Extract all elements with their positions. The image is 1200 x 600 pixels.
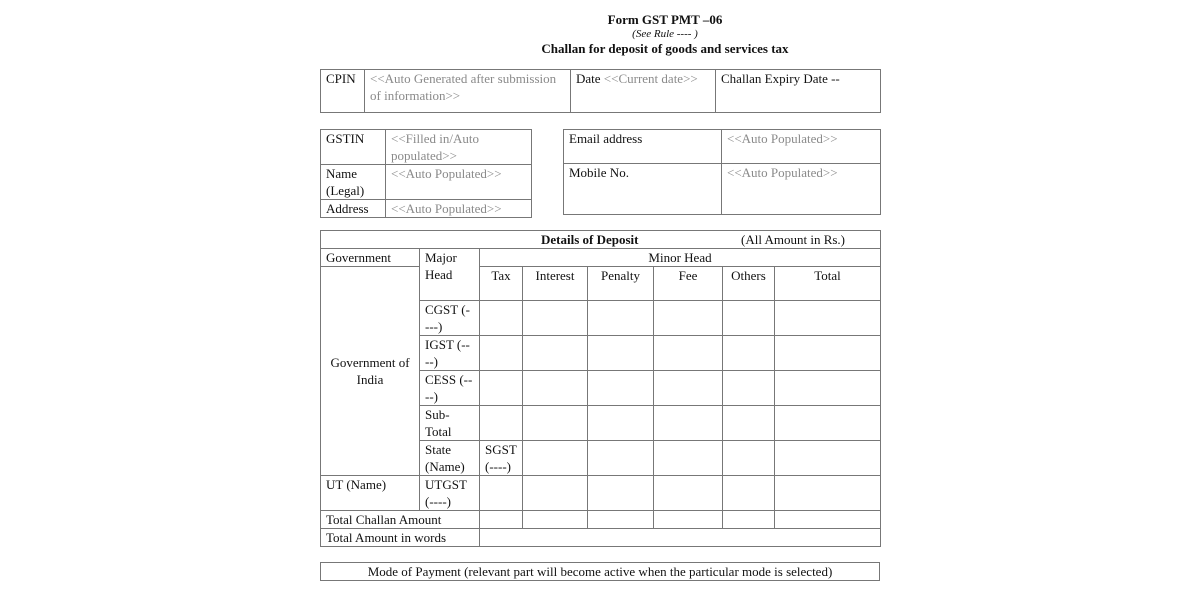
amount-cell[interactable] [723,406,775,441]
amount-cell[interactable] [775,441,881,476]
form-subtitle: Challan for deposit of goods and services tax [541,41,789,56]
amount-cell[interactable] [588,441,654,476]
col-major-head: Major Head [420,249,480,301]
amount-cell[interactable] [523,301,588,336]
amount-cell[interactable] [523,476,588,511]
row-utgst: UTGST (----) [420,476,480,511]
amount-cell[interactable] [588,336,654,371]
payment-mode-table [320,562,880,581]
amount-cell[interactable] [480,406,523,441]
amount-cell[interactable] [723,441,775,476]
email-field[interactable]: <<Auto Populated>> [722,130,881,164]
amount-cell[interactable] [588,406,654,441]
amount-cell[interactable] [775,406,881,441]
payment-mode-label: Mode of Payment (relevant part will become active when the particular mode is selected) [321,563,880,581]
address-label: Address [321,200,386,218]
goi-label: Government of India [321,267,420,476]
name-label: Name (Legal) [321,165,386,200]
contact-table [563,129,881,215]
minor-col-tax: Tax [480,267,523,301]
amount-cell[interactable] [523,336,588,371]
amount-cell[interactable] [523,371,588,406]
amount-cell[interactable] [523,406,588,441]
gstin-label: GSTIN [321,130,386,165]
amount-unit-note: (All Amount in Rs.) [741,232,846,247]
gstin-field[interactable]: <<Filled in/Auto populated>> [386,130,532,165]
amount-cell[interactable] [588,511,654,529]
minor-col-others: Others [723,267,775,301]
row-subtotal: Sub-Total [420,406,480,441]
amount-cell[interactable] [654,476,723,511]
amount-cell[interactable] [480,511,523,529]
mobile-field[interactable]: <<Auto Populated>> [722,164,881,215]
minor-col-fee: Fee [654,267,723,301]
total-words-field[interactable] [480,529,881,547]
row-cgst: CGST (----) [420,301,480,336]
total-words-label: Total Amount in words [321,529,480,547]
cpin-label: CPIN [321,70,365,113]
amount-cell[interactable] [588,371,654,406]
amount-cell[interactable] [775,511,881,529]
amount-cell[interactable] [480,336,523,371]
minor-col-total: Total [775,267,881,301]
deposit-table [320,230,881,547]
amount-cell[interactable] [654,371,723,406]
amount-cell[interactable] [775,336,881,371]
amount-cell[interactable] [775,371,881,406]
cpin-table [320,69,881,113]
amount-cell[interactable] [523,511,588,529]
row-cess: CESS (----) [420,371,480,406]
amount-cell[interactable] [480,371,523,406]
deposit-title-row [321,231,881,249]
state-label: State (Name) [420,441,480,476]
form-title: Form GST PMT –06 [607,12,723,27]
amount-cell[interactable] [480,476,523,511]
mobile-label: Mobile No. [564,164,722,215]
deposit-title: Details of Deposit [541,232,639,247]
row-igst: IGST (----) [420,336,480,371]
minor-col-penalty: Penalty [588,267,654,301]
amount-cell[interactable] [654,301,723,336]
col-government: Government [321,249,420,267]
expiry-label: Challan Expiry Date -- [716,70,881,113]
amount-cell[interactable] [654,511,723,529]
amount-cell[interactable] [723,476,775,511]
amount-cell[interactable] [654,406,723,441]
name-field[interactable]: <<Auto Populated>> [386,165,532,200]
taxpayer-table [320,129,532,218]
amount-cell[interactable] [775,476,881,511]
email-label: Email address [564,130,722,164]
date-cell [571,70,716,113]
amount-cell[interactable] [723,511,775,529]
amount-cell[interactable] [654,336,723,371]
rule-note: (See Rule ---- ) [632,28,698,40]
col-minor-head: Minor Head [480,249,881,267]
amount-cell[interactable] [480,301,523,336]
minor-col-interest: Interest [523,267,588,301]
cpin-value: <<Auto Generated after submission of information>> [365,70,571,113]
amount-cell[interactable] [523,441,588,476]
amount-cell[interactable] [588,301,654,336]
amount-cell[interactable] [654,441,723,476]
row-sgst: SGST (----) [480,441,523,476]
amount-cell[interactable] [723,301,775,336]
amount-cell[interactable] [588,476,654,511]
date-label: Date [576,71,601,86]
ut-label: UT (Name) [321,476,420,511]
amount-cell[interactable] [775,301,881,336]
date-value: <<Current date>> [603,71,698,86]
address-field[interactable]: <<Auto Populated>> [386,200,532,218]
amount-cell[interactable] [723,371,775,406]
amount-cell[interactable] [723,336,775,371]
total-challan-label: Total Challan Amount [321,511,480,529]
